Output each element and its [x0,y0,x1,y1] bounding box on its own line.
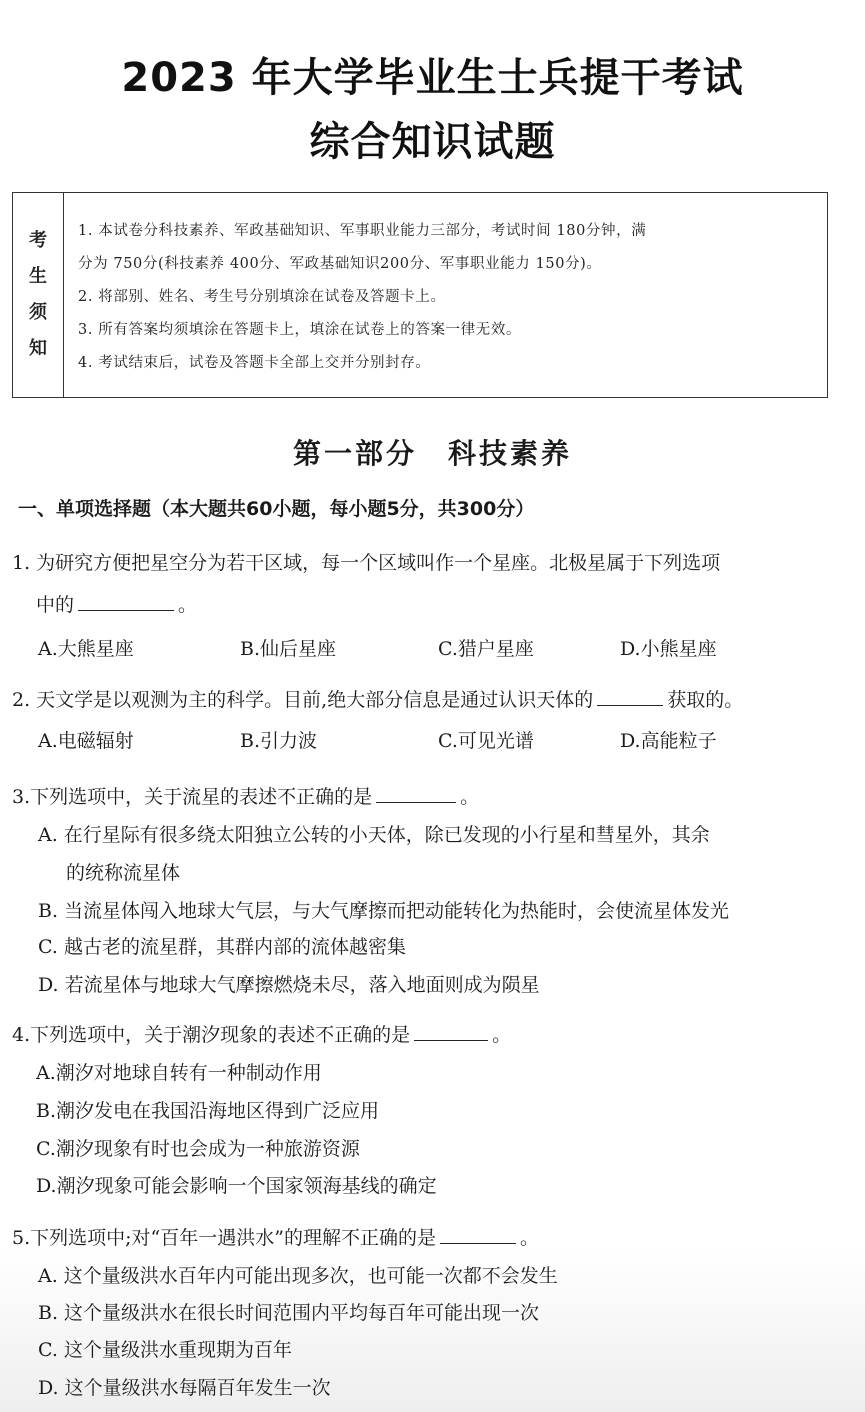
question-3-stem-post: 。 [460,786,480,808]
answer-blank [376,784,456,803]
question-2-stem [12,685,743,712]
question-1-option-d: D.小熊星座 [620,638,717,660]
question-4-option-d: D.潮汐现象可能会影响一个国家领海基线的确定 [36,1175,437,1197]
answer-blank [440,1225,516,1244]
notice-item-2: 2. 将部别、姓名、考生号分别填涂在试卷及答题卡上。 [78,289,446,305]
question-3-stem-pre: 3.下列选项中，关于流星的表述不正确的是 [12,786,373,808]
question-2-option-b: B.引力波 [240,730,318,752]
question-2-stem-pre: 2. 天文学是以观测为主的科学。目前,绝大部分信息是通过认识天体的 [12,689,594,711]
question-4-stem [12,1020,511,1047]
question-2-option-c: C.可见光谱 [438,730,534,752]
notice-label [13,193,64,397]
exam-title-line1: 2023 年大学毕业生士兵提干考试 [121,55,744,101]
question-4-option-c: C.潮汐现象有时也会成为一种旅游资源 [36,1138,360,1160]
notice-label-char: 须 [29,302,47,323]
question-5-option-b: B. 这个量级洪水在很长时间范围内平均每百年可能出现一次 [38,1302,540,1324]
answer-blank [597,687,663,706]
question-3-option-a-cont: 的统称流星体 [66,862,181,884]
question-5-stem-post: 。 [519,1227,539,1249]
question-1-option-b: B.仙后星座 [240,638,337,660]
part-title: 第一部分 科技素养 [292,437,572,470]
notice-label-char: 知 [29,338,47,359]
question-1-stem-line1: 1. 为研究方便把星空分为若干区域，每一个区域叫作一个星座。北极星属于下列选项 [12,552,721,574]
question-3-option-a: A. 在行星际有很多绕太阳独立公转的小天体，除已发现的小行星和彗星外，其余 [38,824,710,846]
question-4-stem-post: 。 [492,1024,512,1046]
notice-item-1-cont: 分为 750分(科技素养 400分、军政基础知识200分、军事职业能力 150分)。 [78,256,602,272]
notice-item-3: 3. 所有答案均须填涂在答题卡上，填涂在试卷上的答案一律无效。 [78,322,522,338]
notice-label-char: 考 [29,230,47,251]
question-3-option-d: D. 若流星体与地球大气摩擦燃烧未尽，落入地面则成为陨星 [38,974,540,996]
section-title: 一、单项选择题（本大题共60小题，每小题5分，共300分） [18,498,535,520]
question-2-stem-post: 获取的。 [667,689,744,711]
question-4-option-b: B.潮汐发电在我国沿海地区得到广泛应用 [36,1100,380,1122]
question-1-option-c: C.猎户星座 [438,638,534,660]
question-5-option-d: D. 这个量级洪水每隔百年发生一次 [38,1377,331,1399]
notice-body [64,193,827,397]
question-5-stem [12,1223,539,1250]
question-4-option-a: A.潮汐对地球自转有一种制动作用 [36,1062,322,1084]
candidate-notice-box [12,192,828,398]
question-5-stem-pre: 5.下列选项中;对“百年一遇洪水”的理解不正确的是 [12,1227,436,1249]
question-2-option-a: A.电磁辐射 [38,730,134,752]
answer-blank [78,592,174,611]
question-3-stem [12,782,479,809]
question-4-stem-pre: 4.下列选项中，关于潮汐现象的表述不正确的是 [12,1024,411,1046]
question-1-option-a: A.大熊星座 [38,638,134,660]
question-1-stem [12,548,720,575]
notice-item-4: 4. 考试结束后，试卷及答题卡全部上交并分别封存。 [78,355,431,371]
exam-title-line2: 综合知识试题 [309,119,556,165]
notice-label-char: 生 [29,266,47,287]
question-3-option-b: B. 当流星体闯入地球大气层，与大气摩擦而把动能转化为热能时，会使流星体发光 [38,900,730,922]
question-1-stem-cont [36,590,197,617]
question-3-option-c: C. 越古老的流星群，其群内部的流体越密集 [38,936,406,958]
question-1-stem-post: 。 [178,594,198,616]
answer-blank [414,1022,488,1041]
question-5-option-a: A. 这个量级洪水百年内可能出现多次，也可能一次都不会发生 [38,1265,558,1287]
question-5-option-c: C. 这个量级洪水重现期为百年 [38,1339,292,1361]
question-2-option-d: D.高能粒子 [620,730,717,752]
notice-item-1: 1. 本试卷分科技素养、军政基础知识、军事职业能力三部分，考试时间 180分钟，满 [78,223,647,239]
question-1-stem-pre: 中的 [36,594,75,616]
